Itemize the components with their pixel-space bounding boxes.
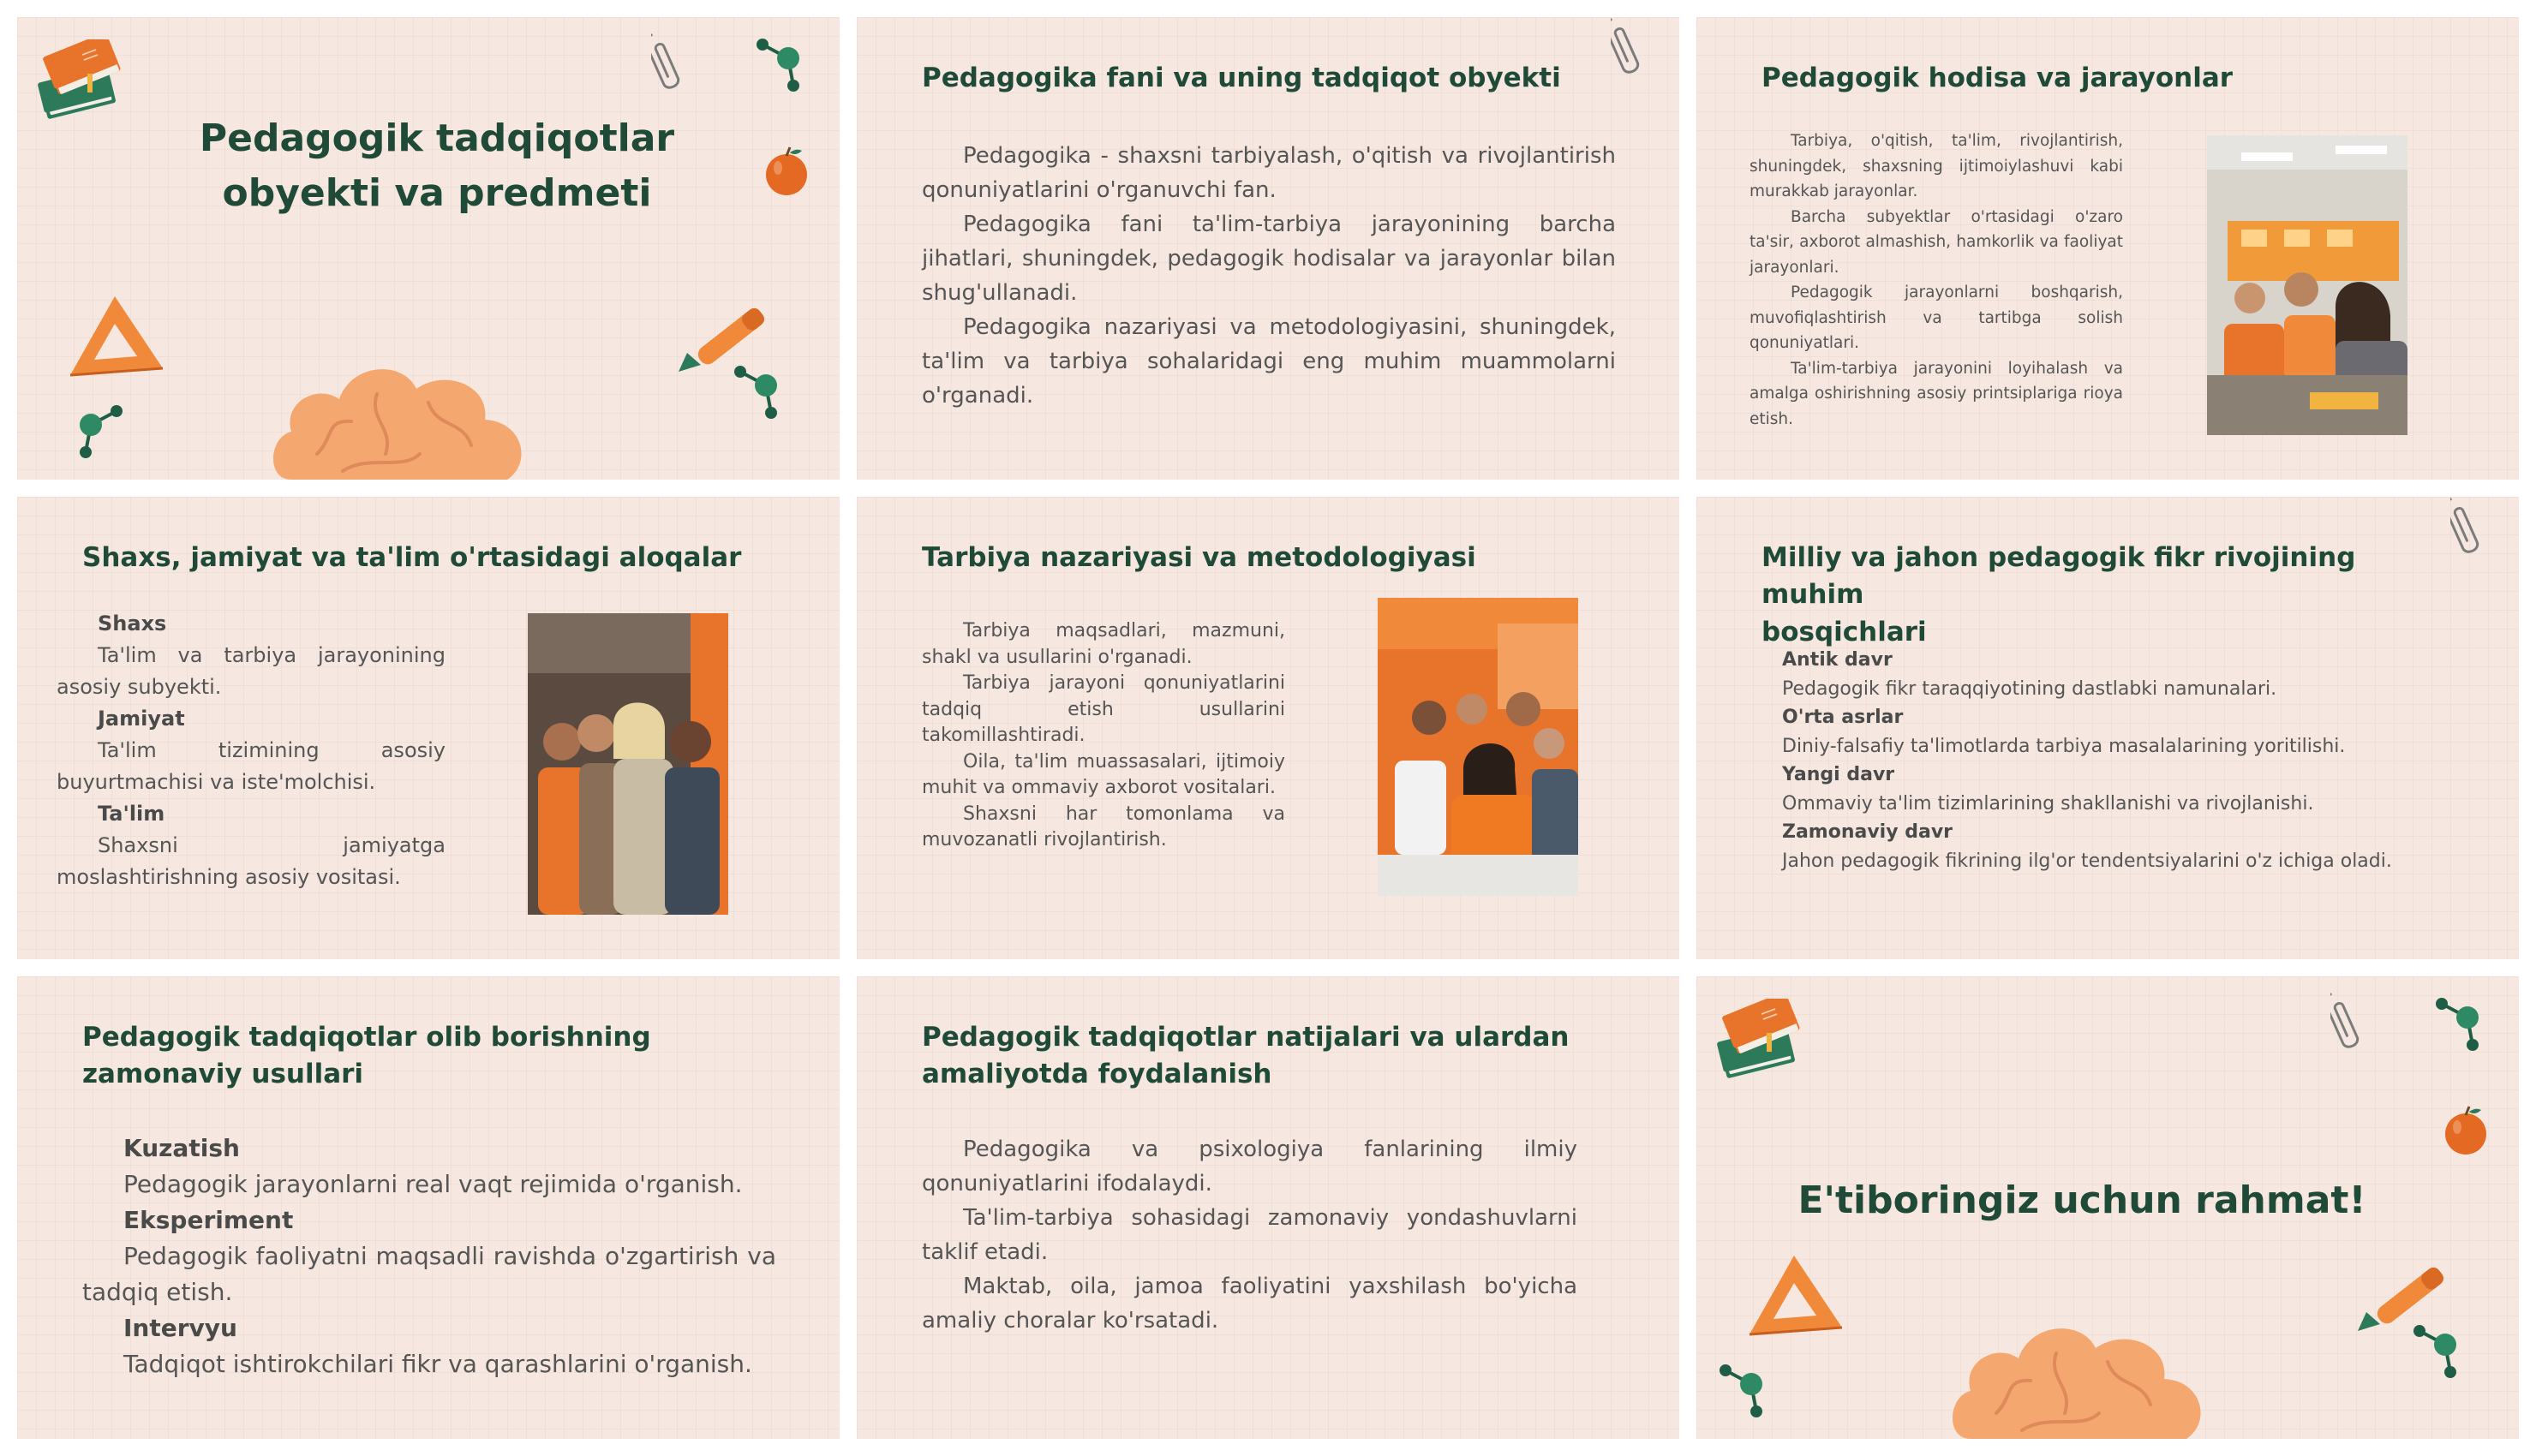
item-head: O'rta asrlar — [1782, 707, 1904, 728]
item-text: Pedagogik faoliyatni maqsadli ravishda o'zgartirish va tadqiq etish. — [82, 1242, 776, 1306]
cover-title — [154, 111, 720, 221]
slide-body — [922, 139, 1616, 413]
slide-milliy-jahon[interactable] — [1696, 497, 2519, 959]
slide-tarbiya-nazariyasi[interactable] — [857, 497, 1679, 959]
molecule-icon — [2430, 992, 2498, 1060]
item-text: Ta'lim tizimining asosiy buyurtmachisi va iste'molchisi. — [57, 738, 446, 794]
ruler-icon — [1741, 1249, 1852, 1343]
people-photo — [528, 613, 728, 915]
paperclip-icon — [2330, 988, 2382, 1065]
slide-pedagogika-fani[interactable] — [857, 17, 1679, 480]
item-text: Tadqiqot ishtirokchilari fikr va qarashlarini o'rganish. — [123, 1350, 752, 1378]
slide-title-line1: Pedagogik tadqiqotlar olib borishning — [82, 1022, 651, 1053]
apple-icon — [2442, 1105, 2497, 1160]
paragraph: Pedagogika - shaxsni tarbiyalash, o'qitish va rivojlantirish qonuniyatlarini o'rganuvchi fan. — [922, 143, 1616, 203]
paragraph: Ta'lim-tarbiya sohasidagi zamonaviy yondashuvlarni taklif etadi. — [922, 1205, 1577, 1265]
slide-body — [922, 1132, 1577, 1338]
item-head: Yangi davr — [1782, 764, 1895, 785]
slide-body — [1782, 646, 2485, 875]
slide-body — [57, 608, 446, 893]
slide-title: Tarbiya nazariyasi va metodologiyasi — [922, 542, 1476, 573]
brain-icon — [266, 343, 540, 480]
molecule-icon — [751, 33, 819, 101]
cover-title-line1: Pedagogik tadqiqotlar — [199, 116, 675, 160]
paragraph: Tarbiya maqsadlari, mazmuni, shakl va usullarini o'rganadi. — [922, 620, 1285, 668]
slide-title — [922, 1019, 1624, 1094]
molecule-icon — [2407, 1319, 2502, 1413]
slide-thank-you[interactable] — [1696, 976, 2519, 1439]
molecule-icon — [1714, 1358, 1808, 1439]
slide-body — [1749, 128, 2123, 432]
slide-body — [922, 618, 1285, 854]
slide-title-line2: zamonaviy usullari — [82, 1059, 364, 1090]
slide-cover[interactable] — [17, 17, 840, 480]
slide-title-line1: Pedagogik tadqiqotlar natijalari va ulardan — [922, 1022, 1570, 1053]
slide-shaxs-jamiyat[interactable] — [17, 497, 840, 959]
item-text: Ommaviy ta'lim tizimlarining shakllanishi va rivojlanishi. — [1782, 792, 2314, 815]
item-text: Jahon pedagogik fikrining ilg'or tendentsiyalarini o'z ichiga oladi. — [1782, 850, 2392, 872]
paperclip-icon — [651, 29, 703, 106]
paragraph: Pedagogik jarayonlarni boshqarish, muvofiqlashtirish va tartibga solish qonuniyatlari. — [1749, 283, 2123, 352]
slide-title — [1761, 540, 2464, 651]
books-icon — [1717, 999, 1828, 1101]
apple-icon — [763, 146, 817, 200]
slide-title: Pedagogik hodisa va jarayonlar — [1761, 63, 2234, 93]
cover-title-line2: obyekti va predmeti — [222, 170, 652, 215]
paragraph: Pedagogika fani ta'lim-tarbiya jarayonining barcha jihatlari, shuningdek, pedagogik hodisalar va jarayonlar bilan shug'ullanadi. — [922, 212, 1616, 306]
paragraph: Oila, ta'lim muassasalari, ijtimoiy muhit va ommaviy axborot vositalari. — [922, 750, 1285, 798]
item-text: Ta'lim va tarbiya jarayonining asosiy subyekti. — [57, 643, 446, 699]
item-head: Antik davr — [1782, 649, 1893, 671]
item-text: Diniy-falsafiy ta'limotlarda tarbiya masalalarining yoritilishi. — [1782, 735, 2346, 757]
molecule-icon — [728, 360, 822, 454]
students-photo — [1378, 598, 1578, 896]
paragraph: Tarbiya, o'qitish, ta'lim, rivojlantirish, shuningdek, shaxsning ijtimoiylashuvi kabi murakkab jarayonlar. — [1749, 132, 2123, 200]
brain-icon — [1945, 1302, 2219, 1439]
item-head: Eksperiment — [123, 1206, 294, 1234]
slide-title-line2: amaliyotda foydalanish — [922, 1059, 1272, 1090]
books-icon — [38, 39, 149, 142]
paragraph: Shaxsni har tomonlama va muvozanatli rivojlantirish. — [922, 803, 1285, 850]
slide-title — [82, 1019, 785, 1094]
item-text: Pedagogik jarayonlarni real vaqt rejimida o'rganish. — [123, 1170, 743, 1198]
item-head: Intervyu — [123, 1314, 237, 1342]
slide-title-line2: bosqichlari — [1761, 616, 1927, 647]
item-head: Jamiyat — [98, 707, 185, 731]
molecule-icon — [34, 399, 129, 480]
paragraph: Barcha subyektlar o'rtasidagi o'zaro ta'sir, axborot almashish, hamkorlik va faoliyat jarayonlari. — [1749, 207, 2123, 277]
item-head: Shaxs — [98, 612, 167, 636]
item-text: Pedagogik fikr taraqqiyotining dastlabki namunalari. — [1782, 677, 2277, 700]
item-head: Zamonaviy davr — [1782, 821, 1953, 843]
thank-you-title: E'tiboringiz uchun rahmat! — [1797, 1179, 2366, 1222]
paragraph: Pedagogika va psixologiya fanlarining ilmiy qonuniyatlarini ifodalaydi. — [922, 1137, 1577, 1196]
slide-title: Pedagogika fani va uning tadqiqot obyekti — [922, 63, 1561, 93]
classroom-photo — [2207, 135, 2407, 435]
ruler-icon — [62, 289, 173, 384]
item-head: Ta'lim — [98, 802, 165, 826]
paragraph: Tarbiya jarayoni qonuniyatlarini tadqiq etish usullarini takomillashtiradi. — [922, 672, 1285, 746]
paragraph: Ta'lim-tarbiya jarayonini loyihalash va amalga oshirishning asosiy printsiplariga rioya etish. — [1749, 359, 2123, 428]
slide-natijalar[interactable] — [857, 976, 1679, 1439]
item-text: Shaxsni jamiyatga moslashtirishning asosiy vositasi. — [57, 833, 446, 889]
slide-pedagogik-hodisa[interactable] — [1696, 17, 2519, 480]
slide-body — [82, 1131, 776, 1382]
slide-title-line1: Milliy va jahon pedagogik fikr rivojining muhim — [1761, 542, 2356, 611]
paragraph: Maktab, oila, jamoa faoliyatini yaxshilash bo'yicha amaliy choralar ko'rsatadi. — [922, 1274, 1577, 1334]
slide-zamonaviy-usullar[interactable] — [17, 976, 840, 1439]
item-head: Kuzatish — [123, 1134, 240, 1162]
slide-title: Shaxs, jamiyat va ta'lim o'rtasidagi aloqalar — [82, 542, 742, 573]
paragraph: Pedagogika nazariyasi va metodologiyasini, shuningdek, ta'lim va tarbiya sohalaridagi eng muhim muammolarni o'rganadi. — [922, 314, 1616, 409]
